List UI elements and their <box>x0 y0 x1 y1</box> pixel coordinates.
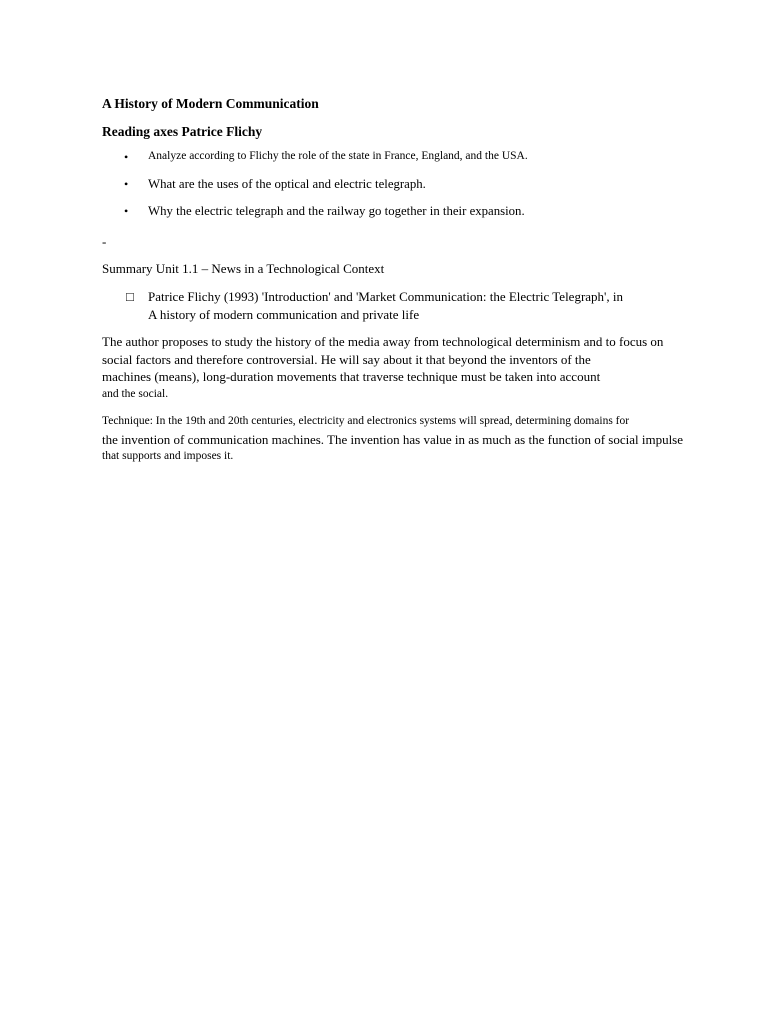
document-title: A History of Modern Communication <box>102 96 319 111</box>
list-item <box>102 150 528 177</box>
list-item <box>102 177 528 204</box>
paragraph-line: and the social. <box>102 387 169 400</box>
missing-glyph-icon: □ <box>126 289 134 304</box>
paragraph-intro <box>102 333 728 403</box>
citation-line-1: Patrice Flichy (1993) 'Introduction' and 'Market Communication: the Electric Telegraph', in <box>148 289 624 304</box>
bullet-icon: • <box>124 204 129 218</box>
list-item-text: Analyze according to Flichy the role of the state in France, England, and the USA. <box>148 150 528 162</box>
bullet-icon: • <box>124 177 129 191</box>
paragraph-line: machines (means), long-duration movements that traverse technique must be taken into account <box>102 369 601 384</box>
list-item-text: Why the electric telegraph and the railway go together in their expansion. <box>148 204 525 218</box>
summary-heading: Summary Unit 1.1 – News in a Technological Context <box>102 261 385 276</box>
separator-dash: - <box>102 234 107 249</box>
citation-line-2: A history of modern communication and private life <box>148 307 420 322</box>
list-item-text: What are the uses of the optical and electric telegraph. <box>148 177 426 191</box>
list-item <box>102 204 528 231</box>
reading-axes-list <box>102 150 528 231</box>
paragraph-line: the invention of communication machines. The invention has value in as much as the function of social impulse <box>102 431 684 447</box>
paragraph-line: social factors and therefore controversial. He will say about it that beyond the inventors of the <box>102 351 591 367</box>
document-subtitle: Reading axes Patrice Flichy <box>102 124 263 139</box>
paragraph-line: The author proposes to study the history of the media away from technological determinism and to focus on <box>102 334 664 349</box>
paragraph-line: Technique: In the 19th and 20th centuries, electricity and electronics systems will spread, determining domains for <box>102 415 630 427</box>
citation <box>126 288 623 324</box>
paragraph-line: that supports and imposes it. <box>102 450 234 462</box>
paragraph-technique <box>102 413 728 466</box>
bullet-icon: • <box>124 150 129 164</box>
